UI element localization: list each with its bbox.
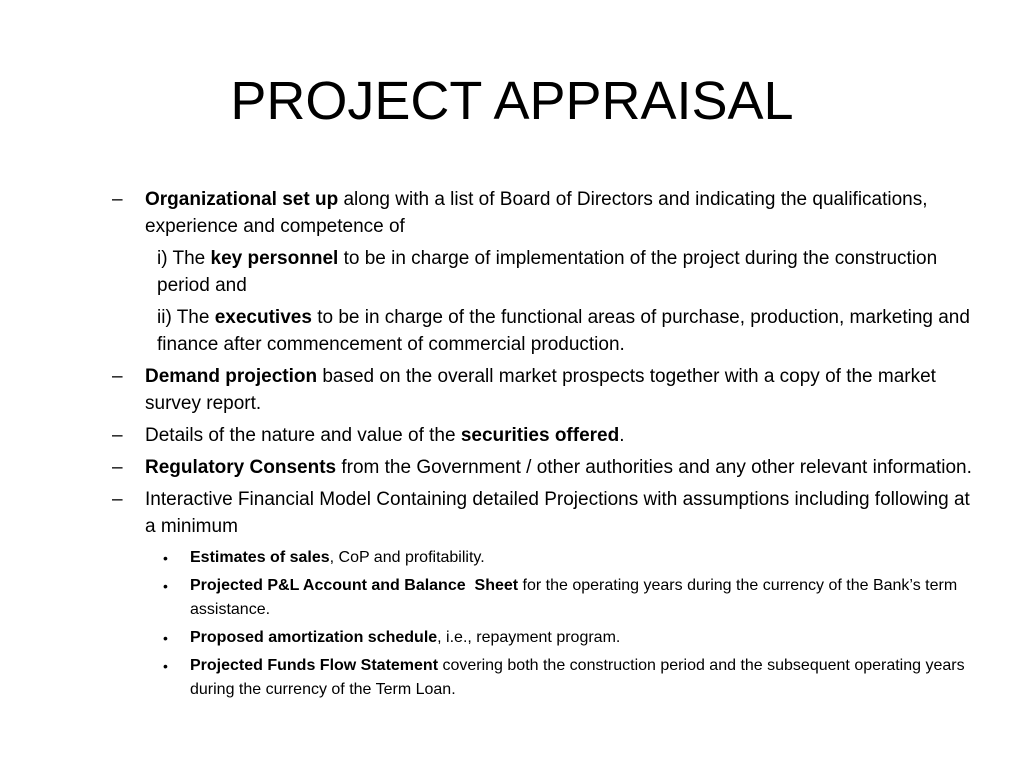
item-bold-text: Organizational set up (145, 189, 339, 210)
item-bold-text: Regulatory Consents (145, 457, 337, 478)
list-item-financial-model (112, 486, 972, 540)
bullet-marker: • (163, 630, 168, 646)
sub-item-executives (157, 304, 972, 358)
bullet-item-estimates-of-sales (163, 546, 972, 570)
dash-marker: – (112, 425, 123, 446)
item-bold-text: Demand projection (145, 366, 318, 387)
list-item-regulatory-consents (112, 454, 972, 481)
list-item-demand-projection (112, 363, 972, 417)
bullet-marker: • (163, 658, 168, 674)
bullet-text: , i.e., repayment program. (437, 629, 621, 646)
bullet-bold-text: Proposed amortization schedule (190, 629, 438, 646)
bullet-item-funds-flow-statement (163, 654, 972, 702)
bullet-text: , CoP and profitability. (329, 549, 485, 566)
dash-marker: – (112, 489, 123, 510)
sub-item-prefix: i) The (157, 248, 211, 269)
dash-marker: – (112, 189, 123, 210)
slide-title: PROJECT APPRAISAL (230, 71, 794, 131)
bullet-bold-text: Projected Funds Flow Statement (190, 657, 439, 674)
item-prefix: Details of the nature and value of the (145, 425, 461, 446)
sub-item-bold-text: executives (214, 307, 312, 328)
dash-marker: – (112, 457, 123, 478)
sub-item-bold-text: key personnel (210, 248, 339, 269)
item-text: from the Government / other authorities and any other relevant information. (336, 457, 972, 478)
bullet-item-projected-pl-account (163, 574, 972, 622)
sub-item-key-personnel (157, 245, 972, 299)
list-item-organizational-setup (112, 186, 972, 240)
bullet-marker: • (163, 550, 168, 566)
bullet-bold-text: Estimates of sales (190, 549, 330, 566)
bullet-marker: • (163, 578, 168, 594)
bullet-text: covering both the construction period and the subsequent operating years during the currency of the Term Loan. (190, 657, 965, 698)
item-text: along with a list of Board of Directors and indicating the qualifications, experience and competence of (145, 189, 928, 237)
dash-marker: – (112, 366, 123, 387)
item-bold-text: securities offered (460, 425, 620, 446)
sub-item-text: to be in charge of implementation of the project during the construction period and (157, 248, 938, 296)
bullet-text: for the operating years during the currency of the Bank’s term assistance. (190, 577, 958, 618)
item-text: based on the overall market prospects together with a copy of the market survey report. (145, 366, 936, 414)
slide-body (112, 186, 972, 706)
sub-item-text: to be in charge of the functional areas of purchase, production, marketing and finance after commencement of commercial production. (157, 307, 970, 355)
list-item-securities-offered (112, 422, 972, 449)
item-suffix: . (619, 425, 625, 446)
item-text: Interactive Financial Model Containing detailed Projections with assumptions including following at a minimum (145, 489, 970, 537)
sub-item-prefix: ii) The (157, 307, 215, 328)
bullet-bold-text: Projected P&L Account and Balance Sheet (190, 577, 519, 594)
bullet-item-amortization-schedule (163, 626, 972, 650)
